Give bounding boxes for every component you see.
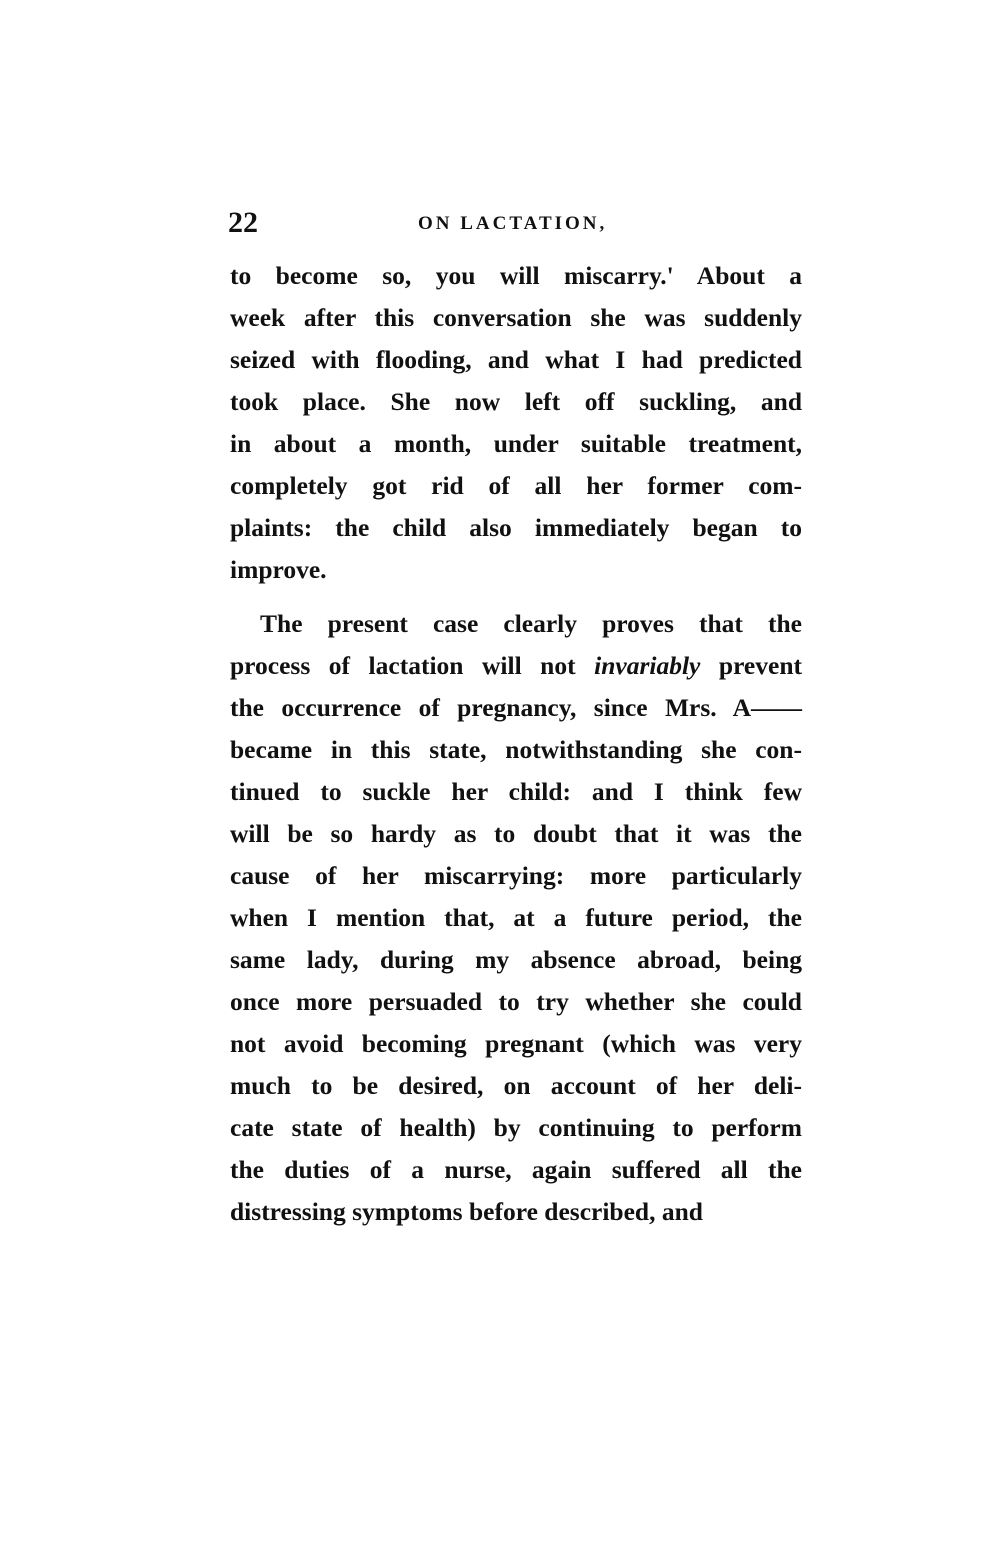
body-text (230, 255, 802, 1233)
text-line: will be so hardy as to doubt that it was the (230, 819, 802, 848)
text-line: The present case clearly proves that the (260, 609, 802, 638)
text-line: the occurrence of pregnancy, since Mrs. A—— (230, 693, 802, 722)
text-line: much to be desired, on account of her deli- (230, 1071, 802, 1100)
text-line: in about a month, under suitable treatment, (230, 429, 802, 458)
text-line: plaints: the child also immediately began to (230, 513, 802, 542)
page-number: 22 (228, 206, 258, 239)
text-line: same lady, during my absence abroad, being (230, 945, 802, 974)
text-line: week after this conversation she was suddenly (230, 303, 802, 332)
text-line: took place. She now left off suckling, and (230, 387, 802, 416)
text-line-with-emphasis (230, 645, 802, 687)
paragraph-2 (230, 603, 802, 1233)
text-line: tinued to suckle her child: and I think few (230, 777, 802, 806)
paragraph-1 (230, 255, 802, 591)
italic-emphasis: invariably (594, 651, 701, 680)
text-line: improve. (230, 555, 327, 584)
text-line: once more persuaded to try whether she could (230, 987, 802, 1016)
text-line: cause of her miscarrying: more particularly (230, 861, 802, 890)
text-segment: prevent (700, 651, 802, 680)
text-line: became in this state, notwithstanding she con- (230, 735, 802, 764)
text-line: to become so, you will miscarry.' About a (230, 261, 802, 290)
text-line: completely got rid of all her former com- (230, 471, 802, 500)
text-line: the duties of a nurse, again suffered all the (230, 1155, 802, 1184)
text-line: cate state of health) by continuing to perform (230, 1113, 802, 1142)
paragraph-gap (230, 591, 802, 603)
text-segment: process of lactation will not (230, 651, 595, 680)
text-line: seized with flooding, and what I had predicted (230, 345, 802, 374)
running-head (228, 205, 802, 241)
text-line: distressing symptoms before described, and (230, 1197, 703, 1226)
text-line: not avoid becoming pregnant (which was very (230, 1029, 802, 1058)
running-title: ON LACTATION, (418, 213, 608, 234)
text-line: when I mention that, at a future period, the (230, 903, 802, 932)
